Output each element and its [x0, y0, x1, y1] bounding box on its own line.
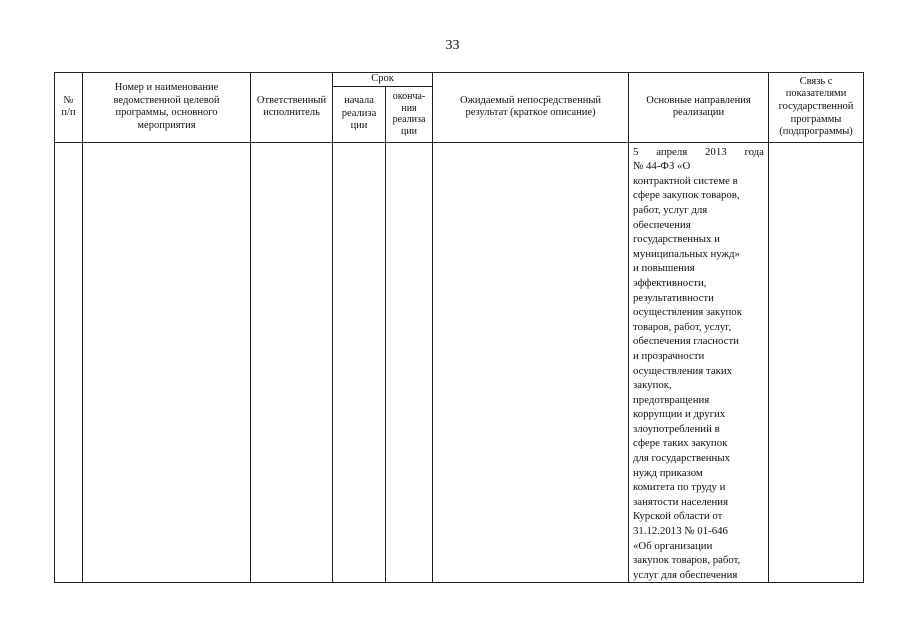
directions-line: услуг для обеспечения [633, 568, 738, 581]
directions-line: занятости населения [633, 495, 729, 508]
header-directions: Основные направления реализации [629, 73, 769, 143]
cell-link [769, 142, 864, 583]
directions-first-line: 5 апреля 2013 года [633, 145, 764, 158]
header-row-1 [55, 73, 864, 87]
directions-line: нужд приказом [633, 466, 703, 479]
header-program: Номер и наименование ведомственной целевой программы, основного мероприятия [83, 73, 251, 143]
directions-line: 31.12.2013 № 01-646 [633, 525, 728, 538]
directions-line: обеспечения гласности [633, 335, 739, 348]
cell-term-end [386, 142, 433, 583]
directions-line: эффективности, [633, 276, 707, 289]
cell-term-start [333, 142, 386, 583]
directions-line: для государственных [633, 452, 730, 465]
page-number: 33 [445, 38, 460, 53]
directions-line: осуществления закупок [633, 306, 742, 319]
directions-line: предотвращения [633, 393, 710, 406]
directions-line: сфере таких закупок [633, 437, 728, 450]
directions-line: Курской области от [633, 510, 723, 523]
header-term-end: оконча- ния реализа ции [386, 86, 433, 142]
directions-line: и повышения [633, 262, 695, 275]
program-table [54, 72, 864, 583]
directions-line: закупок товаров, работ, [633, 554, 741, 567]
directions-line: обеспечения [633, 218, 691, 231]
directions-line: закупок, [633, 379, 672, 392]
directions-line: комитета по труду и [633, 481, 726, 494]
directions-line: злоупотреблений в [633, 422, 720, 435]
directions-line: контрактной системе в [633, 174, 738, 187]
directions-line: работ, услуг для [633, 203, 708, 216]
cell-executor [251, 142, 333, 583]
table-row [55, 142, 864, 583]
directions-line: осуществления таких [633, 364, 733, 377]
directions-line: муниципальных нужд» [633, 247, 740, 260]
cell-result [433, 142, 629, 583]
directions-line: «Об организации [633, 539, 713, 552]
header-term: Срок [333, 73, 433, 87]
header-result: Ожидаемый непосредственный результат (краткое описание) [433, 73, 629, 143]
directions-line: товаров, работ, услуг, [633, 320, 732, 333]
cell-directions [629, 142, 769, 583]
header-executor: Ответственный исполнитель [251, 73, 333, 143]
header-num: № п/п [55, 73, 83, 143]
directions-line: результативности [633, 291, 714, 304]
header-link: Связь с показателями государственной программы (подпрограммы) [769, 73, 864, 143]
directions-line: и прозрачности [633, 349, 705, 362]
cell-program [83, 142, 251, 583]
directions-line: № 44-ФЗ «О [633, 160, 691, 173]
directions-line: сфере закупок товаров, [633, 189, 740, 202]
header-term-start: начала реализа ции [333, 86, 386, 142]
directions-line: государственных и [633, 233, 720, 246]
directions-line: коррупции и других [633, 408, 726, 421]
cell-num [55, 142, 83, 583]
